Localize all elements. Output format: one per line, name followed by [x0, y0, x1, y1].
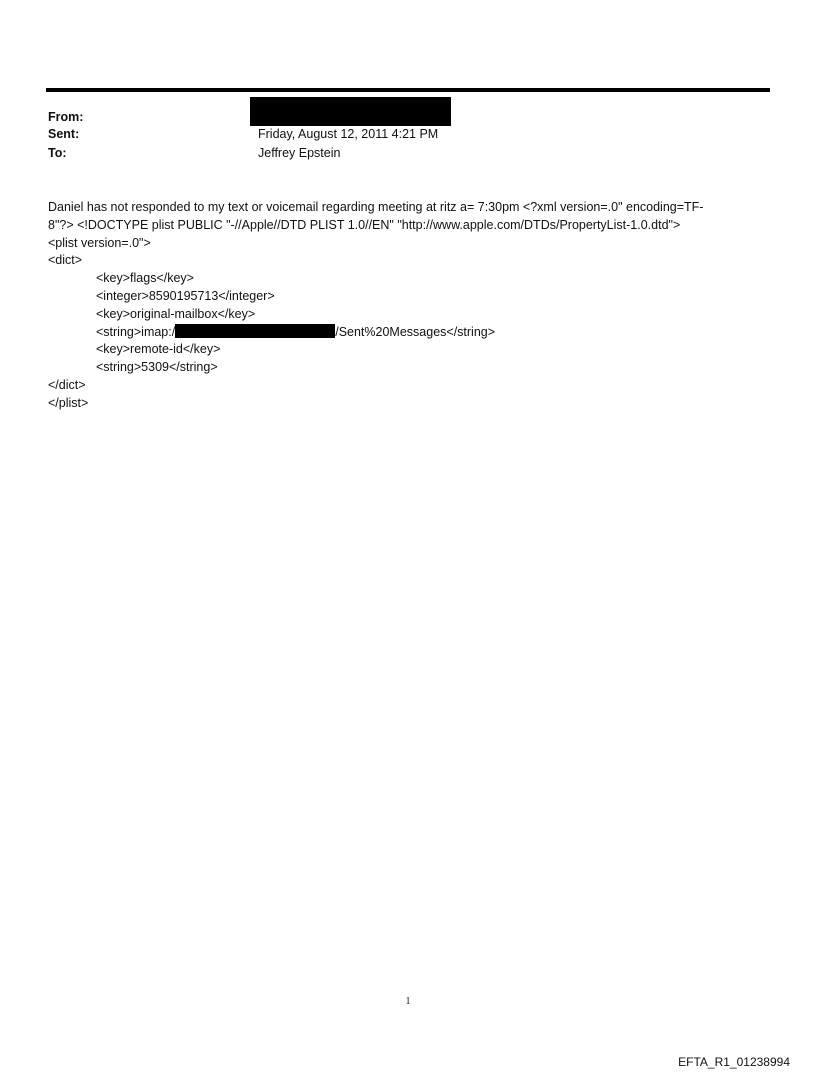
redacted-email [175, 324, 335, 338]
sent-label: Sent: [48, 127, 80, 141]
email-body [48, 199, 768, 413]
document-id: EFTA_R1_01238994 [678, 1055, 790, 1069]
body-line: <key>original-mailbox</key> [96, 306, 256, 321]
page-number: 1 [405, 996, 411, 1007]
sent-value: Friday, August 12, 2011 4:21 PM [258, 127, 439, 141]
to-value: Jeffrey Epstein [258, 146, 341, 160]
body-line: <integer>8590195713</integer> [96, 288, 275, 303]
from-label: From: [48, 110, 84, 124]
body-line: 8"?> <!DOCTYPE plist PUBLIC "-//Apple//DTD PLIST 1.0//EN" "http://www.apple.com/DTDs/PropertyList-1.0.dtd"> [48, 217, 681, 232]
body-line: Daniel has not responded to my text or voicemail regarding meeting at ritz a= 7:30pm <?xml version=.0" encoding=TF- [48, 200, 704, 214]
body-line: <dict> [48, 253, 83, 268]
body-line: </plist> [48, 395, 89, 410]
body-line: </dict> [48, 377, 86, 392]
body-line: <string>5309</string> [96, 360, 218, 375]
header-rule [46, 88, 770, 92]
body-line: <key>remote-id</key> [96, 342, 221, 357]
body-line: <key>flags</key> [96, 271, 194, 286]
imap-prefix: <string>imap:/ [96, 324, 176, 339]
imap-suffix: /Sent%20Messages</string> [335, 324, 496, 339]
redacted-from-value [250, 97, 451, 126]
body-line: <plist version=.0"> [48, 235, 151, 250]
body-line [48, 324, 768, 342]
to-label: To: [48, 146, 67, 160]
